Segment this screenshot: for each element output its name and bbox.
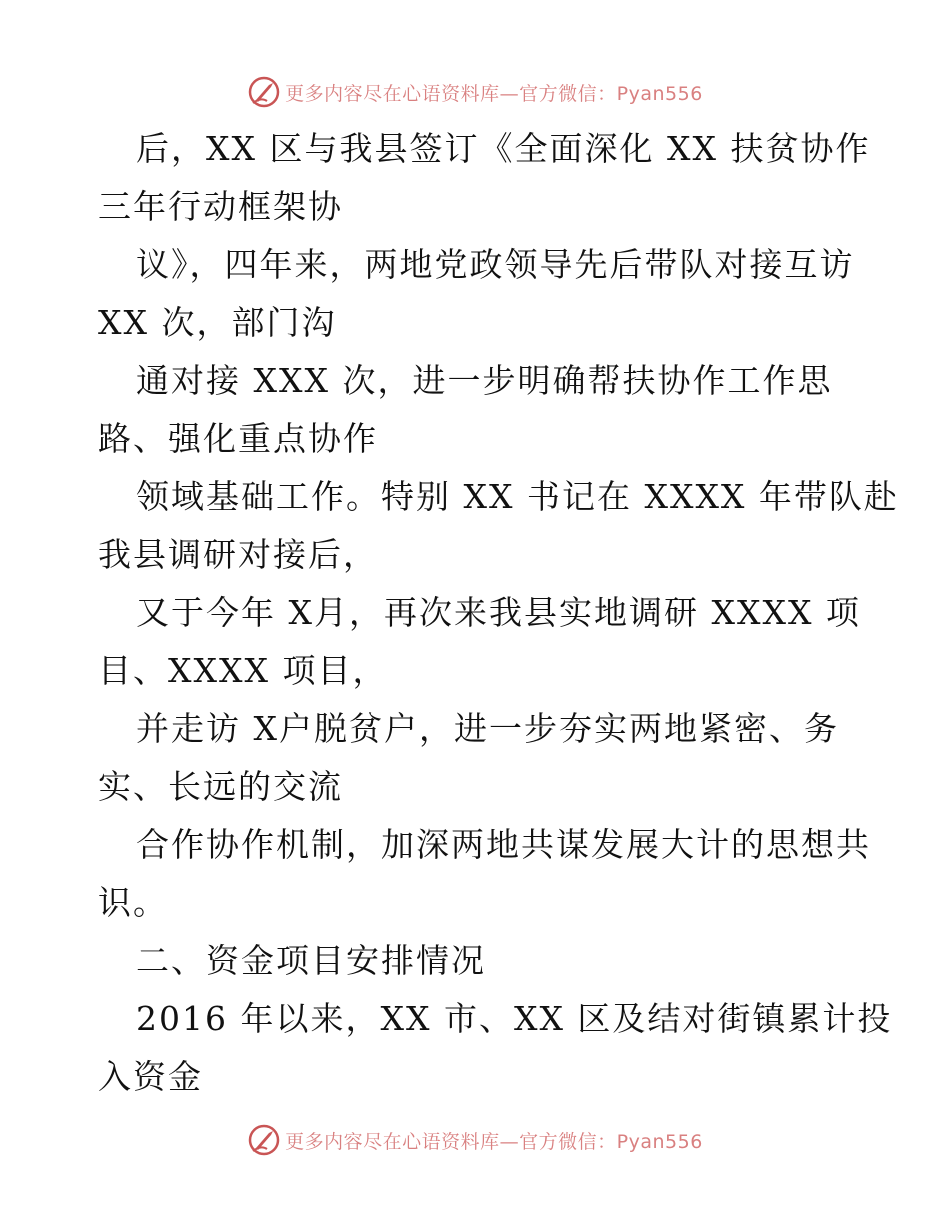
body-line: 2016 年以来，XX 市、XX 区及结对街镇累计投 (136, 999, 893, 1038)
body-line: 又于今年 X月，再次来我县实地调研 XXXX 项 (136, 593, 861, 632)
body-line: 合作协作机制，加深两地共谋发展大计的思想共 (136, 825, 871, 864)
body-line: 通对接 XXX 次，进一步明确帮扶协作工作思 (136, 361, 833, 400)
body-line: 领域基础工作。特别 XX 书记在 XXXX 年带队赴 (136, 477, 899, 516)
section-heading: 二、资金项目安排情况 (136, 941, 486, 980)
quill-logo-icon (247, 1123, 281, 1157)
header-banner-wechat: Pyan556 (616, 82, 703, 105)
document-body (98, 120, 899, 1106)
body-line: 目、XXXX 项目， (98, 651, 388, 690)
body-line: 并走访 X户脱贫户，进一步夯实两地紧密、务 (136, 709, 839, 748)
footer-banner-label: 更多内容尽在心语资料库—官方微信： (285, 1130, 617, 1153)
footer-banner-wechat: Pyan556 (616, 1130, 703, 1153)
body-line: 实、长远的交流 (98, 767, 343, 806)
body-line: 三年行动框架协 (98, 187, 343, 226)
header-banner-text (285, 79, 703, 106)
quill-logo-icon (247, 75, 281, 109)
body-line: 议》，四年来，两地党政领导先后带队对接互访 (136, 245, 855, 284)
header-banner-label: 更多内容尽在心语资料库—官方微信： (285, 82, 617, 105)
body-line: XX 次，部门沟 (98, 303, 337, 342)
body-line: 我县调研对接后， (98, 535, 378, 574)
footer-banner (0, 1118, 950, 1162)
body-line: 识。 (98, 883, 168, 922)
header-banner (0, 70, 950, 114)
body-line: 入资金 (98, 1057, 203, 1096)
body-line: 路、强化重点协作 (98, 419, 378, 458)
body-line: 后，XX 区与我县签订《全面深化 XX 扶贫协作 (136, 129, 871, 168)
footer-banner-text (285, 1127, 703, 1154)
